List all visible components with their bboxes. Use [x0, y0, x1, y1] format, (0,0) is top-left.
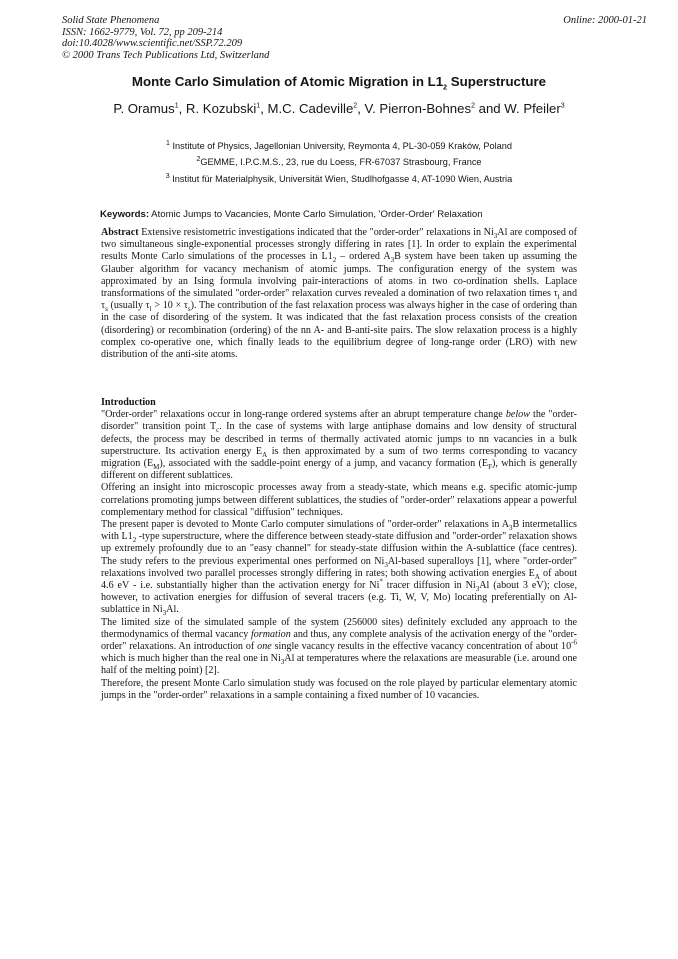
affiliation-2: $^2$GEMME, I.P.C.M.S., 23, rue du Loess, FR-67037 Strasbourg, France: [196, 155, 482, 167]
paper-title: Monte Carlo Simulation of Atomic Migration in $L1_2$ Superstructure: [131, 74, 547, 92]
online-date: Online: 2000-01-21: [563, 15, 647, 26]
affiliation-1: $^1$ Institute of Physics, Jagellonian University, Reymonta 4, PL-30-059 Kraków, Poland: [166, 139, 512, 151]
affiliation-3: $^3$ Institut für Materialphysik, Universität Wien, Studlhofgasse 4, AT-1090 Wien, Austria: [165, 172, 513, 184]
paragraph: Offering an insight into microscopic processes away from a steady-state, which means e.g. specific atomic-jump correlations promoting jumps between different sublattices, the studies of "order-order" relaxations appear a powerful complementary method for classical "diffusion" techniques.: [101, 482, 577, 518]
journal-name: Solid State Phenomena: [62, 15, 160, 26]
keywords: Keywords: Atomic Jumps to Vacancies, Monte Carlo Simulation, 'Order-Order' Relaxation: [100, 209, 483, 220]
issn-line: ISSN: 1662-9779, Vol. 72, pp 209-214: [62, 26, 223, 38]
paragraph: The present paper is devoted to Monte Carlo computer simulations of "order-order" relaxations in $A_3B$ intermetallics with $L1_2$ -type superstructure, where the difference between steady-state diffusion and "order-order" relaxation shows up extremely profoundly due to an "easy channel" for steady-state diffusion within the A-sublattice (face centres). The study refers to the previous experimental ones performed on $Ni_3Al$-based superalloys [1], where "order-order" relaxations involved two parallel processes strongly differing in rates; both showing activation energies $E_A$ of about 4.6 eV - i.e. substantially higher than the activation energy for Ni* tracer diffusion in $Ni_3Al$ (about 3 eV); close, however, to activation energies for diffusion of several tracers (e.g. Ti, W, V, Mo) locating preferentially on Al-sublattice in $Ni_3Al$.: [101, 519, 577, 618]
paragraph: The limited size of the simulated sample of the system (256000 sites) definitely excluded any approach to the thermodynamics of thermal vacancy formation and thus, any complete analysis of the activation energy of the "order-order" relaxations. An introduction of one single vacancy results in the effective vacancy concentration of about $10^{-6}$ which is much higher than the real one in $Ni_3Al$ at temperatures where the relaxations are measurable (i.e. around one half of the melting point) [2].: [101, 616, 577, 677]
copyright-line: © 2000 Trans Tech Publications Ltd, Switzerland: [62, 49, 270, 61]
journal-header: [62, 15, 269, 61]
paragraph: Therefore, the present Monte Carlo simulation study was focused on the role played by particular elementary atomic jumps in the "order-order" relaxations in a sample containing a fixed number of 10 vacancies.: [101, 677, 577, 701]
author-list: P. Oramus$^1$, R. Kozubski$^1$, M.C. Cadeville$^2$, V. Pierron-Bohnes$^2$ and W. Pfeiler$^3$: [113, 101, 565, 116]
keywords-label: Keywords:: [100, 209, 150, 220]
abstract: Abstract Extensive resistometric investigations indicated that the "order-order" relaxations in $Ni_3Al$ are composed of two simultaneous single-exponential processes strongly differing in rates [1]. In order to explain the experimental results Monte Carlo simulations of the processes in $L1_2$ – ordered $A_3B$ system have been taken up assuming the Glauber algorithm for vacancy mechanism of atomic jumps. The configuration energy of the system was approximated by an Ising formula involving pair-interactions of atoms in two co-ordination shells. Laplace transformations of the simulated "order-order" relaxation curves revealed a domination of two relaxation times $\tau_l$ and $\tau_s$ (usually $\tau_l > 10 \times \tau_s$). The contribution of the fast relaxation process was always higher in the case of ordering than in the case of disordering of the system. It was indicated that the fast relaxation process consists of the creation (disordering) or recombination (ordering) of the nn A- and B-anti-site pairs. The slow relaxation process is a highly complex co-operative one, which finally leads to the equilibrium degree of long-range order (LRO) with new distribution of the anti-site atoms.: [101, 227, 577, 361]
introduction-section: [101, 397, 577, 702]
section-heading: Introduction: [101, 397, 156, 408]
abstract-label: Abstract: [101, 227, 139, 238]
doi-line: doi:10.4028/www.scientific.net/SSP.72.209: [62, 38, 243, 50]
paragraph: "Order-order" relaxations occur in long-range ordered systems after an abrupt temperature change below the "order-disorder" transition point $T_c$. In the case of systems with large antiphase domains and low density of structural defects, the process may be described in terms of thermally activated atomic jumps to nn vacancies in a bulk superstructure. Its activation energy $E_A$ is then approximated by a sum of two terms corresponding to vacancy migration $(E_M)$, associated with the saddle-point energy of a jump, and vacancy formation $(E_F)$, which is generally different on different sublattices.: [101, 409, 578, 482]
